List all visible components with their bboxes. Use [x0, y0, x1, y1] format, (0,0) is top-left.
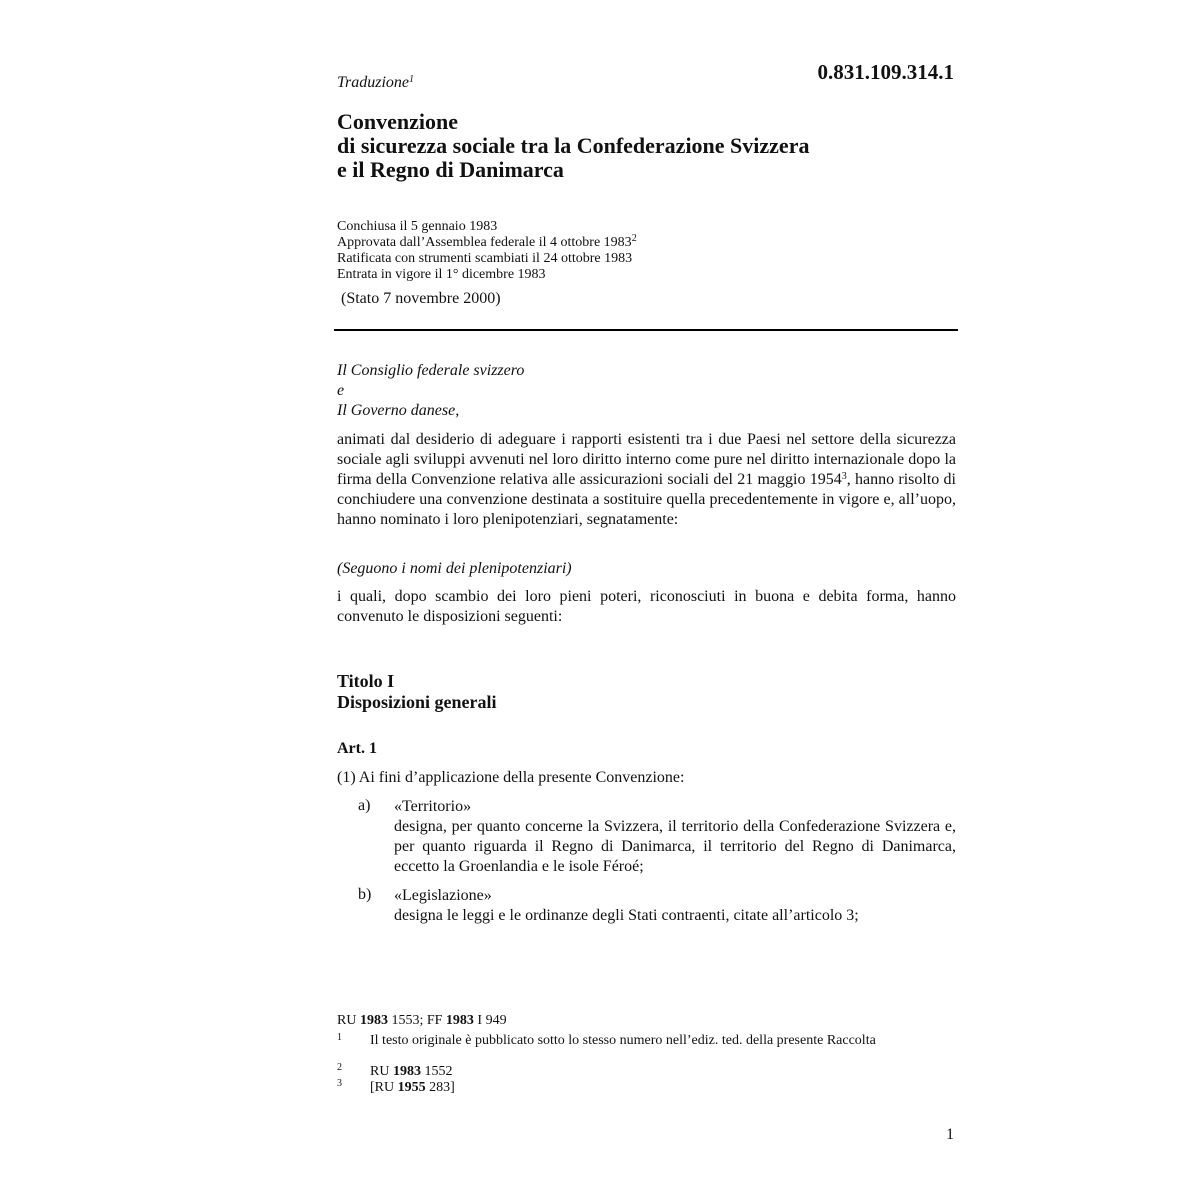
ref-ff-page: I 949 [473, 1013, 507, 1028]
footnote-ref-2[interactable]: 2 [631, 233, 637, 244]
footnote-number-1: 1 [337, 1032, 342, 1043]
document-number: 0.831.109.314.1 [817, 60, 954, 84]
fn2-prefix: RU [370, 1064, 393, 1079]
fn3-page: 283] [425, 1080, 455, 1095]
document-title [337, 110, 956, 182]
agreement-paragraph: i quali, dopo scambio dei loro pieni poteri, riconosciuti in buona e debita forma, hanno convenuto le disposizioni seguenti: [337, 588, 956, 625]
article-paragraph-1: (1) Ai fini d’applicazione della presente Convenzione: [337, 769, 685, 786]
section-title [337, 671, 956, 713]
ref-ru-page: 1553; FF [387, 1013, 446, 1028]
preamble-text-2: , hanno risolto di conchiudere una convenzione destinata a sostituire quella precedentemente in vigore e, all’uopo, hanno nominato i loro plenipotenziari, segnatamente: [337, 471, 956, 528]
fn3-year: 1955 [397, 1080, 426, 1095]
ref-ff-year: 1983 [445, 1013, 474, 1028]
item-b-text: designa le leggi e le ordinanze degli Stati contraenti, citate all’articolo 3; [394, 907, 859, 924]
fn2-page: 1552 [420, 1064, 453, 1079]
party-conjunction: e [337, 382, 345, 399]
footer-reference [337, 1013, 507, 1029]
translation-text: Traduzione [337, 74, 410, 91]
ratified-date: Ratificata con strumenti scambiati il 24 ottobre 1983 [337, 251, 633, 266]
concluded-date: Conchiusa il 5 gennaio 1983 [337, 219, 498, 234]
item-b-term: «Legislazione» [394, 887, 492, 904]
ref-ru-year: 1983 [359, 1013, 388, 1028]
footnote-3 [370, 1080, 930, 1095]
item-a-term: «Territorio» [394, 798, 472, 815]
party-danish: Il Governo danese, [337, 402, 460, 419]
section-title-name: Disposizioni generali [337, 692, 497, 712]
list-item-label-a: a) [358, 797, 371, 814]
translation-label [337, 74, 414, 92]
header-divider [334, 329, 958, 331]
item-a-text: designa, per quanto concerne la Svizzera, il territorio della Confederazione Svizzera e, per quanto riguarda il Regno di Danimarca, il territorio del Regno di Danimarca, eccetto la Groenlandia e le isole Féroé; [394, 818, 956, 875]
footnote-number-2: 2 [337, 1062, 342, 1073]
preamble-paragraph [337, 430, 956, 530]
approved-text: Approvata dall’Assemblea federale il 4 ottobre 1983 [337, 235, 632, 250]
plenipotentiaries-note: (Seguono i nomi dei plenipotenziari) [337, 560, 572, 577]
title-line-2: di sicurezza sociale tra la Confederazione Svizzera [337, 133, 810, 158]
approved-date [337, 235, 956, 251]
footnote-ref-3[interactable]: 3 [841, 471, 847, 482]
dates-block [337, 219, 956, 283]
in-force-date: Entrata in vigore il 1° dicembre 1983 [337, 267, 546, 282]
preamble-text-1: animati dal desiderio di adeguare i rapporti esistenti tra i due Paesi nel settore della sicurezza sociale agli sviluppi avvenuti nel loro diritto interno come pure nel diritto internazionale dopo la firma della Convenzione relativa alle assicurazioni sociali del 21 maggio 1954 [337, 431, 956, 488]
footnote-ref-1[interactable]: 1 [409, 74, 415, 85]
section-title-number: Titolo I [337, 671, 395, 691]
parties-block [337, 361, 956, 421]
fn3-prefix: [RU [370, 1080, 398, 1095]
footnote-number-3: 3 [337, 1078, 342, 1089]
article-heading: Art. 1 [337, 740, 377, 757]
party-swiss: Il Consiglio federale svizzero [337, 362, 525, 379]
footnote-2 [370, 1064, 930, 1079]
page-number: 1 [946, 1126, 954, 1143]
ref-ru-label: RU [337, 1013, 360, 1028]
list-item-a [394, 797, 956, 877]
list-item-b [394, 886, 956, 926]
list-item-label-b: b) [358, 886, 372, 903]
title-line-1: Convenzione [337, 109, 458, 134]
title-line-3: e il Regno di Danimarca [337, 157, 564, 182]
state-date: (Stato 7 novembre 2000) [341, 290, 501, 307]
fn2-year: 1983 [392, 1064, 421, 1079]
footnote-1: Il testo originale è pubblicato sotto lo stesso numero nell’ediz. ted. della presente Raccolta [370, 1033, 876, 1048]
